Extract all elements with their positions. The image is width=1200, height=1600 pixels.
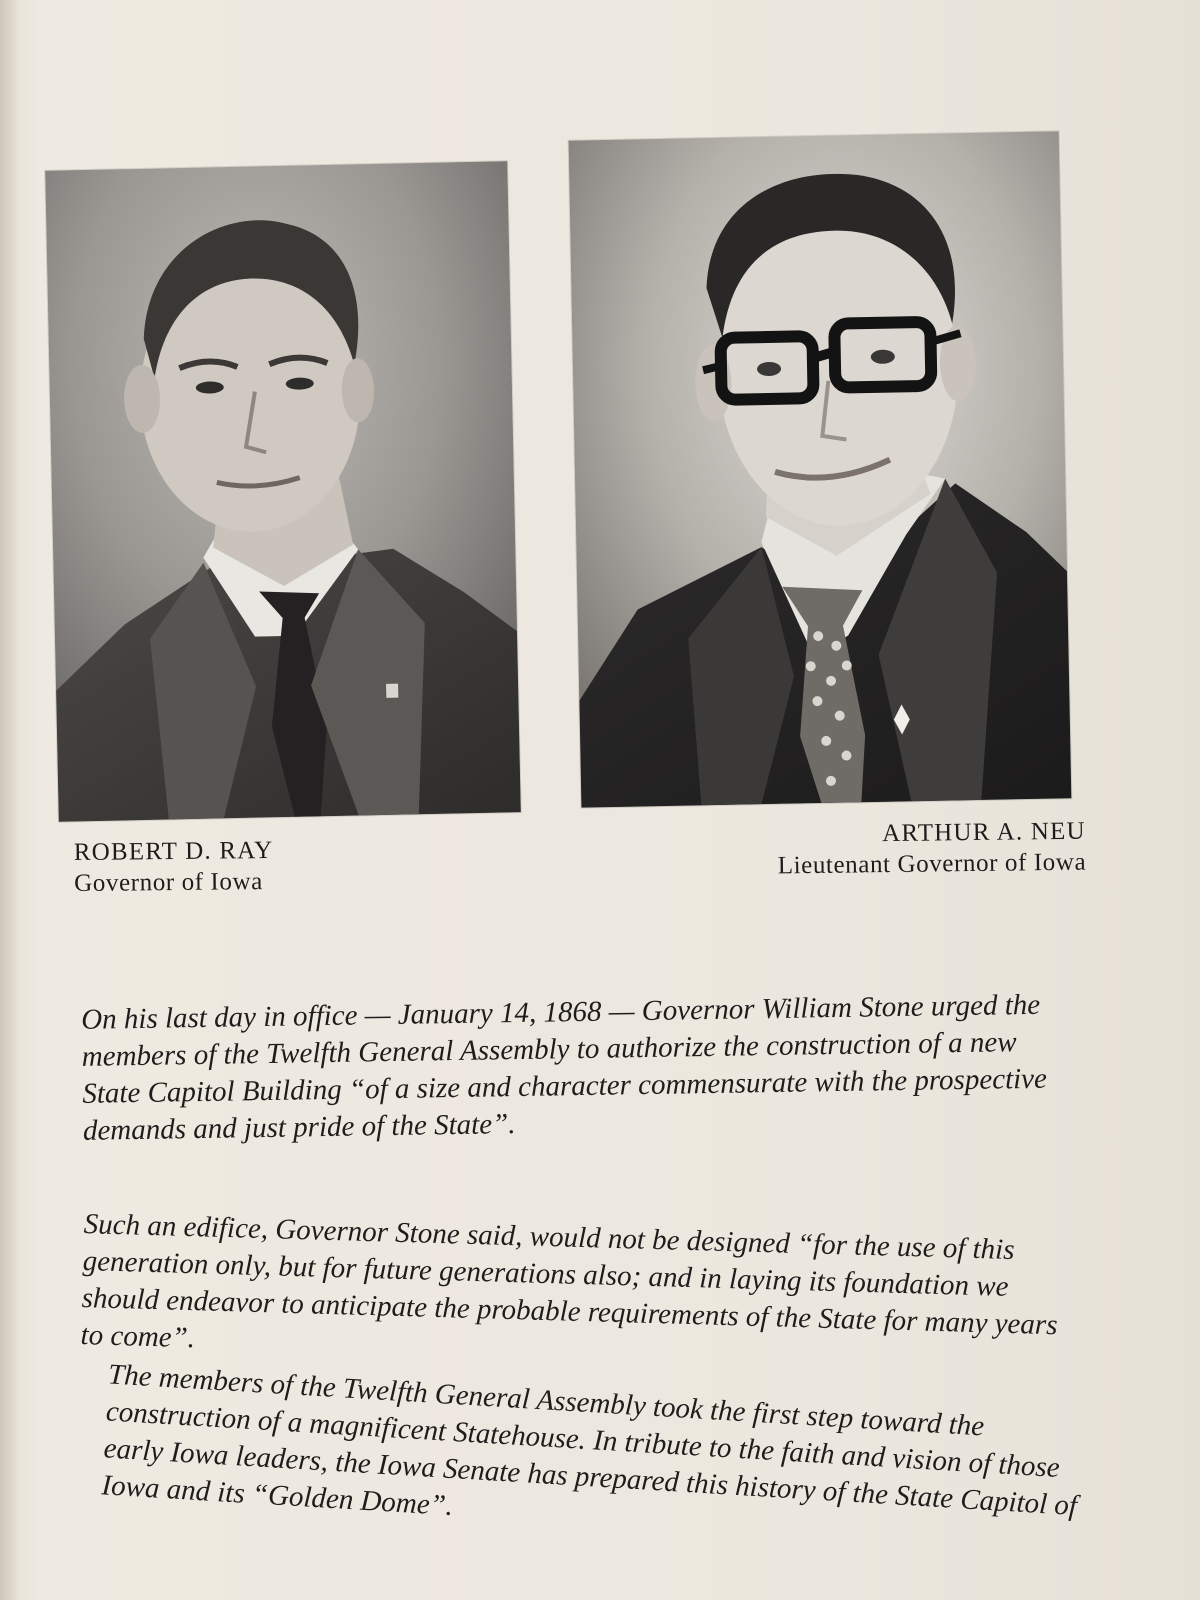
paragraph-1 <box>81 986 1083 1150</box>
paragraph-3 <box>100 1356 1107 1563</box>
paragraph-2 <box>80 1206 1084 1382</box>
portrait-photo-man-suit-icon <box>45 161 521 822</box>
caption-robert-d-ray <box>74 835 274 900</box>
portrait-name: ARTHUR A. NEU <box>881 817 1086 848</box>
portrait-photo-robert-d-ray <box>45 161 521 822</box>
portrait-name: ROBERT D. RAY <box>73 836 274 867</box>
portrait-photo-arthur-a-neu <box>569 131 1072 807</box>
paragraph-text: Such an edifice, Governor Stone said, would not be designed “for the use of this generation only, but for future generations also; and in laying its foundation we should endeavor to anticipate the probable requirements of the State for many years to come”. <box>80 1208 1058 1355</box>
portrait-photo-man-glasses-icon <box>569 131 1072 807</box>
paragraph-text: On his last day in office — January 14, 1868 — Governor William Stone urged the members of the Twelfth General Assembly to authorize the construction of a new State Capitol Building “of a size and character commensurate with the prospective demands and just pride of the State”. <box>80 988 1048 1147</box>
caption-arthur-a-neu <box>700 816 1087 883</box>
portrait-title: Governor of Iowa <box>74 868 264 898</box>
portrait-title: Lieutenant Governor of Iowa <box>777 848 1087 880</box>
page-gutter-edge <box>0 0 18 1600</box>
paragraph-text: The members of the Twelfth General Assembly took the first step toward the construction of a magnificent Statehouse. In tribute to the faith and vision of those early Iowa leaders, the Iowa Senate has prepared this history of the State Capitol of Iowa and its “Golden Dome”. <box>100 1358 1078 1523</box>
